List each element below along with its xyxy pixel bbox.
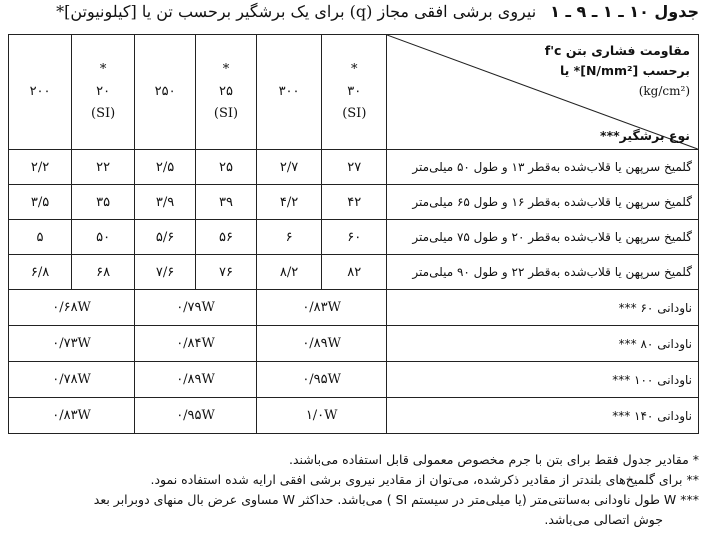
column-header-300: ۳۰۰ bbox=[256, 35, 321, 150]
table-caption: نیروی برشی افقی مجاز (q) برای یک برشگیر برحسب تن یا [کیلونیوتن]* bbox=[56, 2, 537, 21]
table-cell: ۰/۸۹W bbox=[256, 326, 386, 362]
table-cell: ۴۲ bbox=[322, 185, 387, 220]
table-cell: ۶۰ bbox=[322, 220, 387, 255]
table-cell: ۰/۹۵W bbox=[135, 398, 257, 434]
table-number: جدول ۱۰ ـ ۱ ـ ۹ ـ ۱ bbox=[550, 2, 699, 21]
column-header-25-si: * ۲۵ (SI) bbox=[196, 35, 257, 150]
column-header-200: ۲۰۰ bbox=[9, 35, 72, 150]
footnote-1: * مقادیر جدول فقط برای بتن با جرم مخصوص معمولی قابل استفاده می‌باشند. bbox=[288, 452, 699, 467]
row-label: ناودانی ۶۰ *** bbox=[387, 290, 699, 326]
table-cell: ۶/۸ bbox=[9, 255, 72, 290]
row-label: گلمیخ سرپهن یا قلاب‌شده به‌قطر ۱۶ و طول ۶۵ میلی‌متر bbox=[387, 185, 699, 220]
column-header-250: ۲۵۰ bbox=[135, 35, 196, 150]
table-cell: ۲۲ bbox=[72, 150, 135, 185]
row-label: ناودانی ۱۰۰ *** bbox=[387, 362, 699, 398]
table-cell: ۰/۹۵W bbox=[256, 362, 386, 398]
table-cell: ۲/۷ bbox=[256, 150, 321, 185]
table-row bbox=[9, 362, 699, 398]
table-cell: ۵۰ bbox=[72, 220, 135, 255]
concrete-strength-label: مقاومت فشاری بتن f'c برحسب [N/mm²]* یا (kg/cm²) bbox=[544, 43, 690, 98]
shear-connector-type-label: نوع برشگیر*** bbox=[600, 128, 690, 143]
row-label: ناودانی ۸۰ *** bbox=[387, 326, 699, 362]
table-cell: ۰/۸۴W bbox=[135, 326, 257, 362]
table-cell: ۱/۰W bbox=[256, 398, 386, 434]
table-row bbox=[9, 398, 699, 434]
table-cell: ۰/۷۸W bbox=[9, 362, 135, 398]
table-cell: ۰/۸۹W bbox=[135, 362, 257, 398]
header-row bbox=[9, 35, 699, 150]
table-cell: ۰/۸۳W bbox=[256, 290, 386, 326]
shear-capacity-table bbox=[8, 34, 699, 434]
table-row bbox=[9, 326, 699, 362]
table-cell: ۶۸ bbox=[72, 255, 135, 290]
table-cell: ۷۶ bbox=[196, 255, 257, 290]
table-cell: ۳/۵ bbox=[9, 185, 72, 220]
table-cell: ۰/۷۳W bbox=[9, 326, 135, 362]
footnotes bbox=[8, 450, 699, 530]
table-cell: ۳۵ bbox=[72, 185, 135, 220]
row-label: ناودانی ۱۴۰ *** bbox=[387, 398, 699, 434]
table-row bbox=[9, 220, 699, 255]
column-header-30-si: * ۳۰ (SI) bbox=[322, 35, 387, 150]
table-cell: ۵ bbox=[9, 220, 72, 255]
table-cell: ۷/۶ bbox=[135, 255, 196, 290]
table-row bbox=[9, 150, 699, 185]
footnote-2: ** برای گلمیخ‌های بلندتر از مقادیر ذکرشده، می‌توان از مقادیر نیروی برشی افقی ارایه شده استفاده نمود. bbox=[150, 472, 699, 487]
footnote-3: *** W طول ناودانی به‌سانتی‌متر (یا میلی‌متر در سیستم SI ) می‌باشد. حداکثر W مساوی عرض بال منهای دوبرابر بعد bbox=[93, 492, 699, 507]
table-cell: ۲۷ bbox=[322, 150, 387, 185]
row-label: گلمیخ سرپهن یا قلاب‌شده به‌قطر ۱۳ و طول ۵۰ میلی‌متر bbox=[387, 150, 699, 185]
table-cell: ۳/۹ bbox=[135, 185, 196, 220]
table-cell: ۰/۷۹W bbox=[135, 290, 257, 326]
table-cell: ۶ bbox=[256, 220, 321, 255]
table-title bbox=[8, 2, 699, 21]
table-row bbox=[9, 290, 699, 326]
table-cell: ۵/۶ bbox=[135, 220, 196, 255]
table-cell: ۲۵ bbox=[196, 150, 257, 185]
column-header-20-si: * ۲۰ (SI) bbox=[72, 35, 135, 150]
table-row bbox=[9, 185, 699, 220]
footnote-3-continued: جوش اتصالی می‌باشد. bbox=[544, 512, 663, 527]
table-cell: ۸/۲ bbox=[256, 255, 321, 290]
table-cell: ۰/۸۳W bbox=[9, 398, 135, 434]
row-label: گلمیخ سرپهن یا قلاب‌شده به‌قطر ۲۰ و طول ۷۵ میلی‌متر bbox=[387, 220, 699, 255]
table-cell: ۳۹ bbox=[196, 185, 257, 220]
table-cell: ۸۲ bbox=[322, 255, 387, 290]
table-cell: ۵۶ bbox=[196, 220, 257, 255]
table-row bbox=[9, 255, 699, 290]
table-cell: ۴/۲ bbox=[256, 185, 321, 220]
table-cell: ۲/۵ bbox=[135, 150, 196, 185]
table-cell: ۰/۶۸W bbox=[9, 290, 135, 326]
table-cell: ۲/۲ bbox=[9, 150, 72, 185]
row-label: گلمیخ سرپهن یا قلاب‌شده به‌قطر ۲۲ و طول ۹۰ میلی‌متر bbox=[387, 255, 699, 290]
header-corner-cell bbox=[387, 35, 699, 150]
